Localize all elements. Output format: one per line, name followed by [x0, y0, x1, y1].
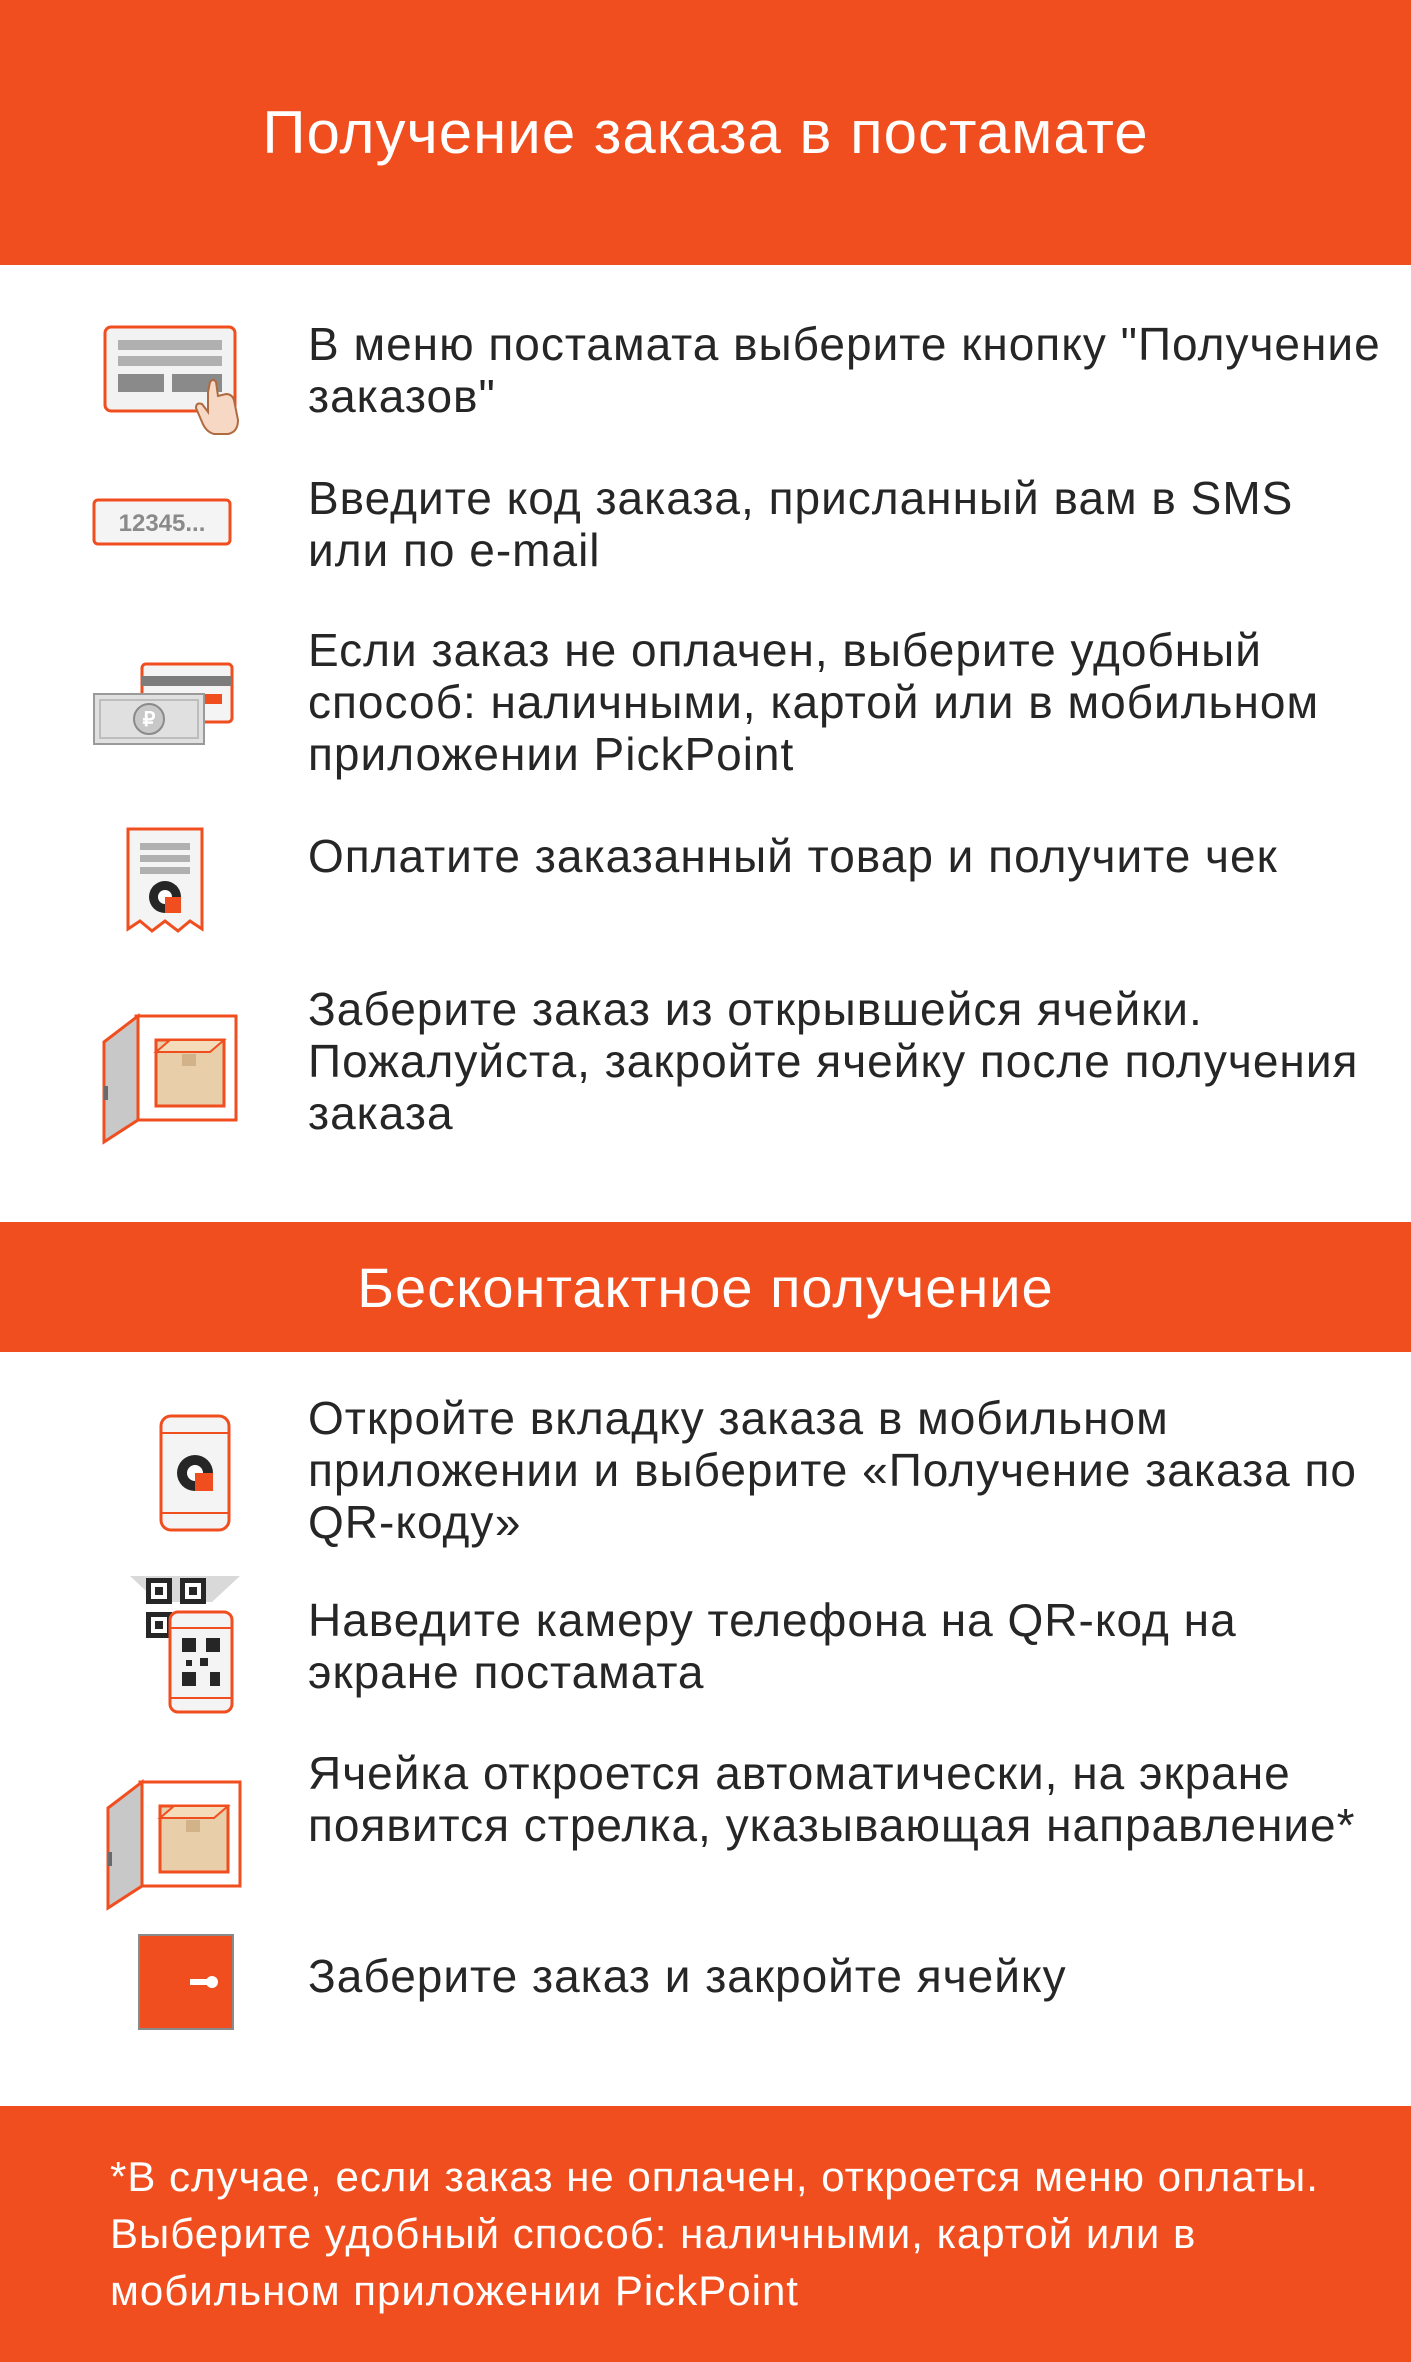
svg-text:12345...: 12345...	[118, 510, 206, 537]
footer-note	[0, 2106, 1411, 2362]
step-text: Заберите заказ из открывшейся ячейки. Пожалуйста, закройте ячейку после получения заказа	[308, 983, 1359, 1139]
contactless-banner	[0, 1222, 1411, 1352]
step-text: Ячейка откроется автоматически, на экране появится стрелка, указывающая направление*	[308, 1747, 1356, 1851]
step-text: Откройте вкладку заказа в мобильном приложении и выберите «Получение заказа по QR-коду»	[308, 1392, 1358, 1548]
step-text: Наведите камеру телефона на QR-код на экране постамата	[308, 1594, 1237, 1698]
open-cell-icon	[104, 1778, 244, 1913]
step-text: Заберите заказ и закройте ячейку	[308, 1950, 1067, 2002]
step-text: Оплатите заказанный товар и получите чек	[308, 830, 1278, 882]
section-title: Бесконтактное получение	[357, 1255, 1054, 1319]
touchscreen-menu-icon	[100, 322, 250, 440]
step-text: Если заказ не оплачен, выберите удобный способ: наличными, картой или в мобильном приложении PickPoint	[308, 624, 1320, 780]
mobile-app-icon	[158, 1413, 232, 1533]
closed-cell-icon	[138, 1934, 234, 2030]
open-cell-icon	[100, 1012, 240, 1147]
header-banner	[0, 0, 1411, 265]
payment-methods-icon	[90, 660, 238, 750]
svg-text:₽: ₽	[142, 709, 156, 731]
step-text: В меню постамата выберите кнопку "Получение заказов"	[308, 318, 1381, 422]
order-code-icon	[92, 498, 232, 548]
footer-text: *В случае, если заказ не оплачен, откроется меню оплаты. Выберите удобный способ: наличными, картой или в мобильном приложении PickPoint	[110, 2153, 1319, 2314]
receipt-icon	[124, 825, 206, 939]
page-title: Получение заказа в постамате	[262, 99, 1149, 166]
qr-scan-icon	[130, 1572, 240, 1716]
step-text: Введите код заказа, присланный вам в SMS или по e-mail	[308, 472, 1294, 576]
